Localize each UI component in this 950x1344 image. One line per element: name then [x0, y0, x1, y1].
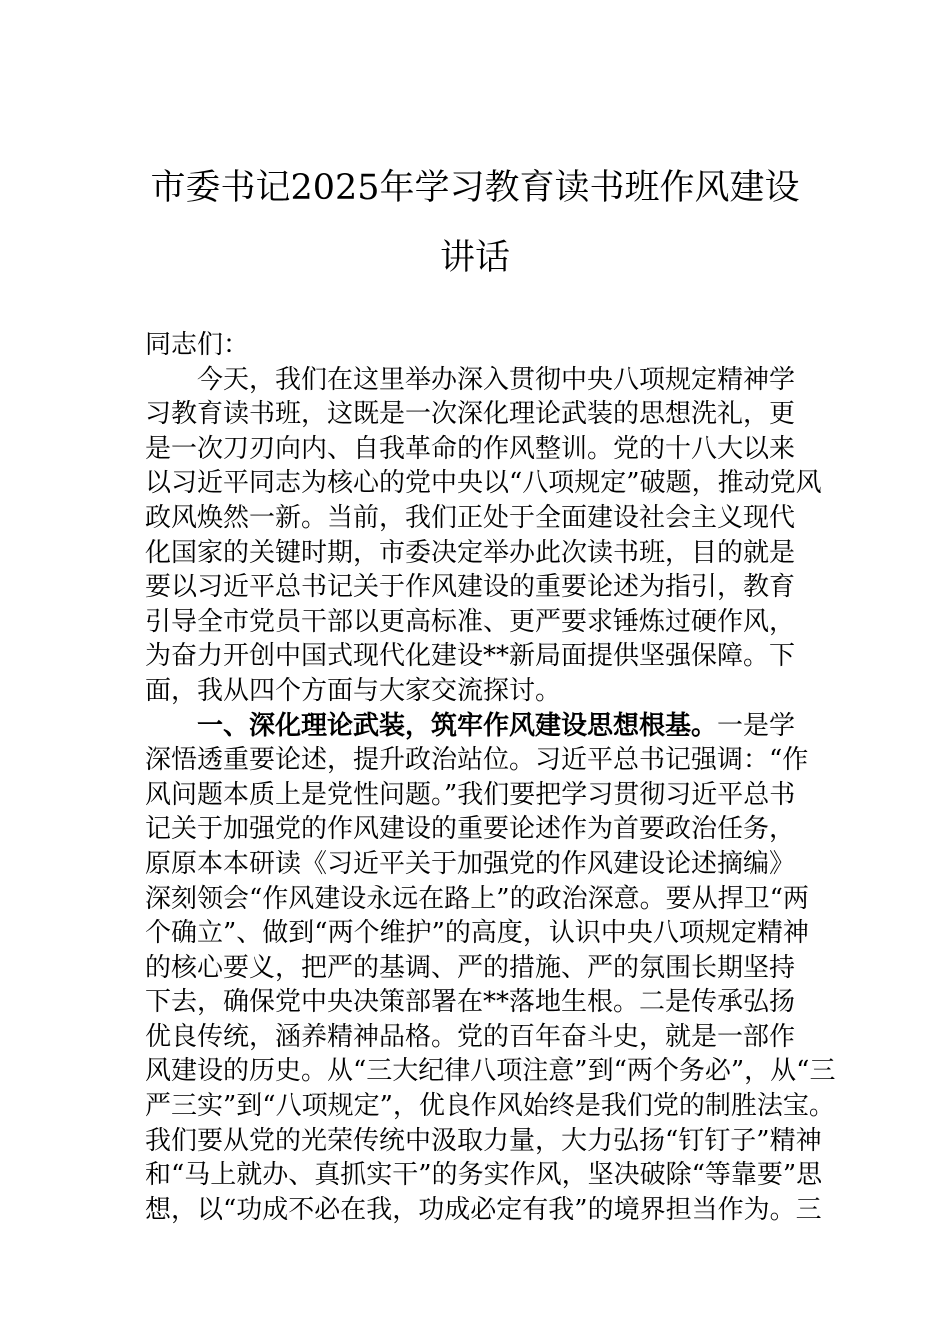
body-line: 风建设的历史。从“三大纪律八项注意”到“两个务必”，从“三 — [145, 1056, 836, 1087]
document-body — [145, 328, 836, 1227]
body-line: 深悟透重要论述，提升政治站位。习近平总书记强调：“作 — [145, 745, 809, 776]
section-1-first-line — [145, 709, 825, 744]
body-line: 原原本本研读《习近平关于加强党的作风建设论述摘编》 — [145, 848, 796, 879]
section-1-heading: 一、深化理论武装，筑牢作风建设思想根基。 — [197, 710, 718, 741]
body-line: 深刻领会“作风建设永远在路上”的政治深意。要从捍卫“两 — [145, 883, 809, 914]
body-line: 我们要从党的光荣传统中汲取力量，大力弘扬“钉钉子”精神 — [145, 1125, 822, 1156]
document-title-line-2: 讲话 — [439, 238, 510, 278]
body-line: 优良传统，涵养精神品格。党的百年奋斗史，就是一部作 — [145, 1021, 796, 1052]
body-line: 面，我从四个方面与大家交流探讨。 — [145, 675, 562, 706]
body-line: 个确立”、做到“两个维护”的高度，认识中央八项规定精神 — [145, 918, 809, 949]
body-line: 今天，我们在这里举办深入贯彻中央八项规定精神学 — [197, 364, 796, 395]
body-line: 想，以“功成不必在我，功成必定有我”的境界担当作为。三 — [145, 1194, 822, 1225]
body-line: 政风焕然一新。当前，我们正处于全面建设社会主义现代 — [145, 502, 796, 533]
body-line: 引导全市党员干部以更高标准、更严要求锤炼过硬作风， — [145, 606, 796, 637]
body-line: 记关于加强党的作风建设的重要论述作为首要政治任务， — [145, 814, 796, 845]
body-line: 下去，确保党中央决策部署在**落地生根。二是传承弘扬 — [145, 987, 796, 1018]
section-1-first-line-tail: 一是学 — [717, 710, 796, 741]
body-line: 化国家的关键时期，市委决定举办此次读书班，目的就是 — [145, 537, 796, 568]
body-line: 风问题本质上是党性问题。”我们要把学习贯彻习近平总书 — [145, 779, 796, 810]
body-line: 和“马上就办、真抓实干”的务实作风，坚决破除“等靠要”思 — [145, 1160, 823, 1191]
body-line: 习教育读书班，这既是一次深化理论武装的思想洗礼，更 — [145, 399, 796, 430]
body-line: 是一次刀刃向内、自我革命的作风整训。党的十八大以来 — [145, 433, 796, 464]
body-line: 的核心要义，把严的基调、严的措施、严的氛围长期坚持 — [145, 952, 796, 983]
body-line: 以习近平同志为核心的党中央以“八项规定”破题，推动党风 — [145, 468, 822, 499]
body-line: 为奋力开创中国式现代化建设**新局面提供坚强保障。下 — [145, 641, 796, 672]
body-line: 严三实”到“八项规定”，优良作风始终是我们党的制胜法宝。 — [145, 1091, 835, 1122]
body-line: 要以习近平总书记关于作风建设的重要论述为指引，教育 — [145, 572, 796, 603]
document-title-line-1: 市委书记2025年学习教育读书班作风建设 — [150, 168, 800, 208]
salutation: 同志们： — [145, 330, 250, 360]
